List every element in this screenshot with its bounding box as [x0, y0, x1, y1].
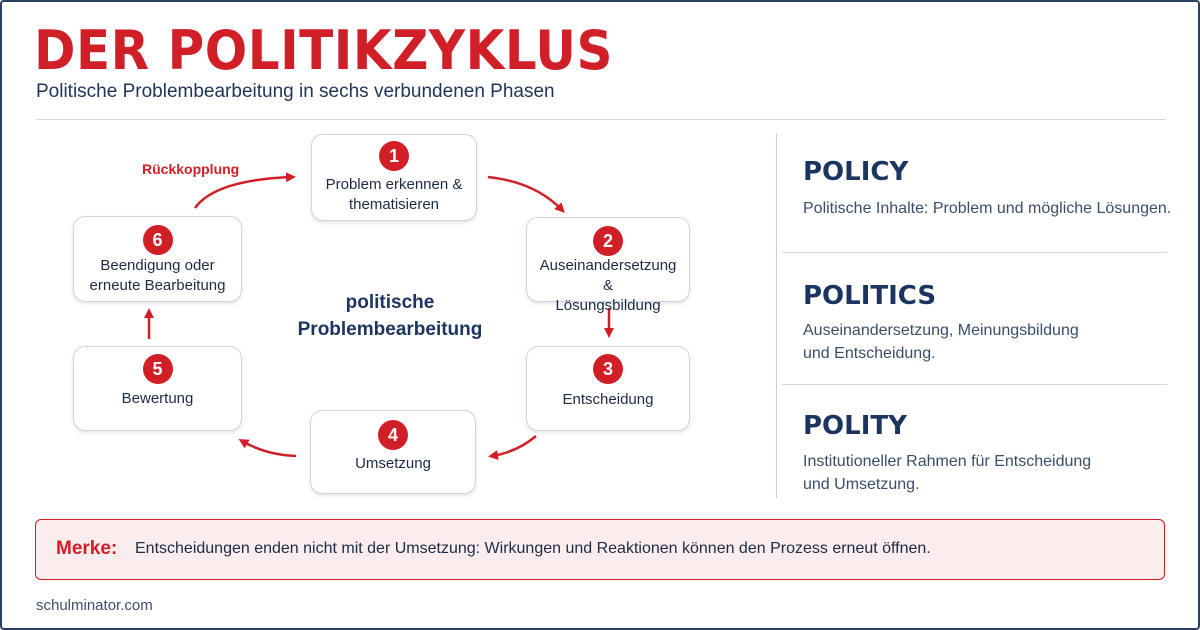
concept-politics-text: Auseinandersetzung, Meinungsbildung und Entscheidung.: [803, 322, 1079, 362]
phase-3-badge: 3: [593, 354, 623, 384]
phase-3-label: Entscheidung: [562, 391, 654, 408]
note-label: Merke:: [56, 538, 118, 559]
phase-4-badge: 4: [378, 420, 408, 450]
concept-polity-title: POLITY: [803, 411, 907, 441]
note-text: Entscheidungen enden nicht mit der Umsetzung: Wirkungen und Reaktionen können den Prozess erneut öffnen.: [135, 540, 931, 557]
concept-divider-1: [782, 252, 1167, 253]
phase-2-box: [526, 217, 690, 314]
phase-1-label: Problem erkennen & thematisieren: [325, 176, 463, 213]
phase-3-box: [526, 346, 690, 431]
arrow-4-to-5: [242, 441, 296, 456]
concept-politics-title: POLITICS: [803, 281, 937, 311]
phase-6-box: [73, 216, 242, 302]
concept-polity-text: Institutioneller Rahmen für Entscheidung und Umsetzung.: [803, 453, 1092, 493]
arrow-feedback-6-to-1: [195, 177, 292, 208]
panel-divider: [776, 133, 777, 498]
concept-policy-text: Politische Inhalte: Problem und mögliche Lösungen.: [803, 200, 1172, 217]
phase-4-label: Umsetzung: [355, 455, 431, 472]
concept-policy-title: POLICY: [803, 157, 909, 187]
page-subtitle: Politische Problembearbeitung in sechs verbundenen Phasen: [36, 81, 555, 102]
note-box: [35, 519, 1165, 580]
footer-source: schulminator.com: [36, 597, 153, 614]
arrow-1-to-2: [488, 177, 562, 210]
phase-5-box: [73, 346, 242, 431]
phase-5-badge: 5: [143, 354, 173, 384]
phase-4-box: [310, 410, 476, 494]
page-title: DER POLITIKZYKLUS: [34, 19, 614, 82]
feedback-label: Rückkopplung: [142, 161, 240, 177]
concept-divider-2: [782, 384, 1167, 385]
cycle-center-label: politische Problembearbeitung: [297, 292, 483, 340]
phase-2-label: Auseinandersetzung & Lösungsbildung: [539, 257, 677, 314]
arrow-3-to-4: [492, 436, 536, 456]
phase-6-label: Beendigung oder erneute Bearbeitung: [89, 257, 226, 294]
phase-2-badge: 2: [593, 226, 623, 256]
phase-6-badge: 6: [143, 225, 173, 255]
phase-1-box: [311, 134, 477, 221]
phase-1-badge: 1: [379, 141, 409, 171]
phase-5-label: Bewertung: [121, 390, 194, 407]
